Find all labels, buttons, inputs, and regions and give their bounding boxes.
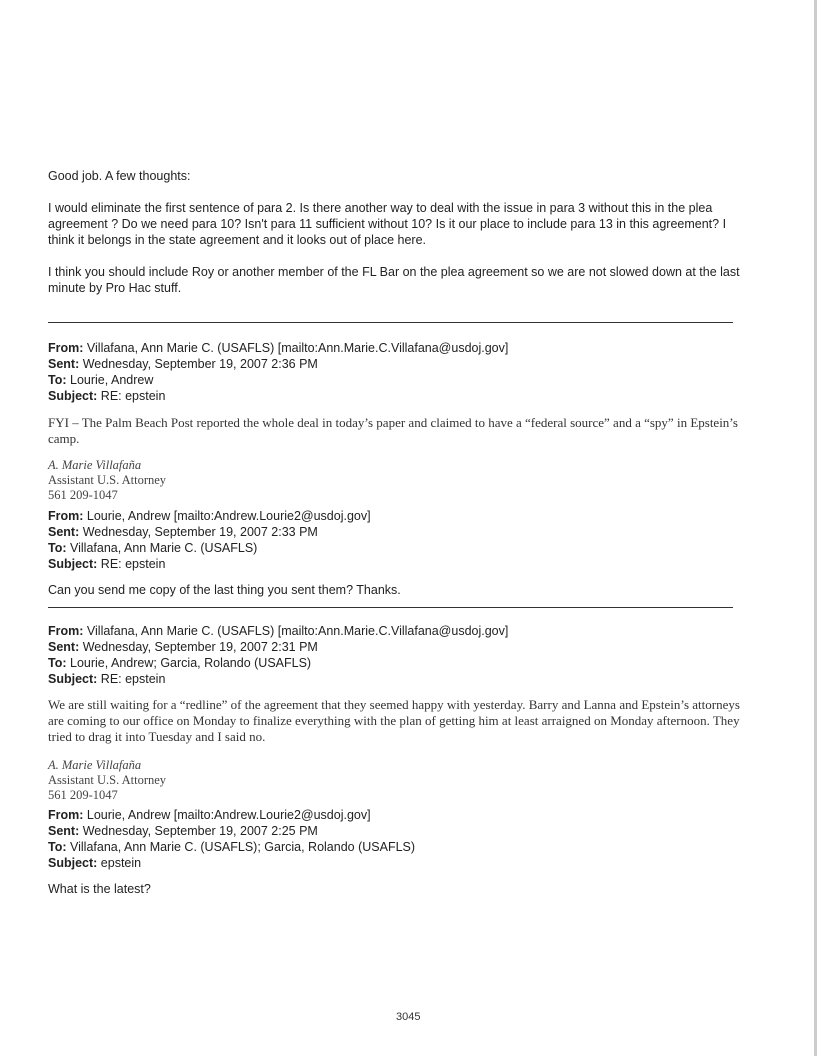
subject: RE: epstein (100, 389, 166, 403)
email-header-1: From: Villafana, Ann Marie C. (USAFLS) [mailto:Ann.Marie.C.Villafana@usdoj.gov] Sent: Wednesday, September 19, 2007 2:36 PM To: Lourie, Andrew Subject: RE: epstein (48, 341, 509, 403)
sent: Wednesday, September 19, 2007 2:36 PM (82, 357, 318, 371)
email-header-2: From: Lourie, Andrew [mailto:Andrew.Lourie2@usdoj.gov] Sent: Wednesday, September 19, 2007 2:33 PM To: Villafana, Ann Marie C. (USAFLS) Subject: RE: epstein (48, 509, 371, 571)
page-number: 3045 (396, 1011, 421, 1023)
from: Villafana, Ann Marie C. (USAFLS) [mailto:Ann.Marie.C.Villafana@usdoj.gov] (86, 341, 509, 355)
greeting: Good job. A few thoughts: (48, 169, 191, 183)
email-header-4: From: Lourie, Andrew [mailto:Andrew.Lourie2@usdoj.gov] Sent: Wednesday, September 19, 2007 2:25 PM To: Villafana, Ann Marie C. (USAFLS); Garcia, Rolando (USAFLS) Subject: epstein (48, 808, 416, 870)
email-body-4: What is the latest? (48, 882, 151, 896)
signature-3: A. Marie Villafaña Assistant U.S. Attorney 561 209-1047 (48, 758, 167, 802)
email-header-3: From: Villafana, Ann Marie C. (USAFLS) [mailto:Ann.Marie.C.Villafana@usdoj.gov] Sent: Wednesday, September 19, 2007 2:31 PM To: Lourie, Andrew; Garcia, Rolando (USAFLS) Subject: RE: epstein (48, 624, 509, 686)
intro-paragraph-1: I would eliminate the first sentence of para 2. Is there another way to deal with the issue in para 3 without this in the plea agreement ? Do we need para 10? Isn't para 11 sufficient without 10? Is it our place to include para 13 in this agreement? I think it belongs in the state agreement and it looks out of place here. (48, 201, 727, 247)
intro-paragraph-2: I think you should include Roy or another member of the FL Bar on the plea agreement so we are not slowed down at the last minute by Pro Hac stuff. (48, 265, 740, 295)
signature-1: A. Marie Villafaña Assistant U.S. Attorney 561 209-1047 (48, 458, 167, 502)
email-body-3: We are still waiting for a “redline” of the agreement that they seemed happy with yesterday. Barry and Lanna and Epstein’s attorneys are coming to our office on Monday to finalize everything with the plan of getting him at least arraigned on Monday afternoon. They tried to drag it into Tuesday and I said no. (48, 697, 740, 744)
email-body-2: Can you send me copy of the last thing you sent them? Thanks. (48, 583, 401, 597)
divider (48, 607, 733, 608)
to: Lourie, Andrew (70, 373, 154, 387)
divider (48, 322, 733, 323)
email-body-1: FYI – The Palm Beach Post reported the whole deal in today’s paper and claimed to have a “federal source” and a “spy” in Epstein’s camp. (48, 415, 738, 446)
